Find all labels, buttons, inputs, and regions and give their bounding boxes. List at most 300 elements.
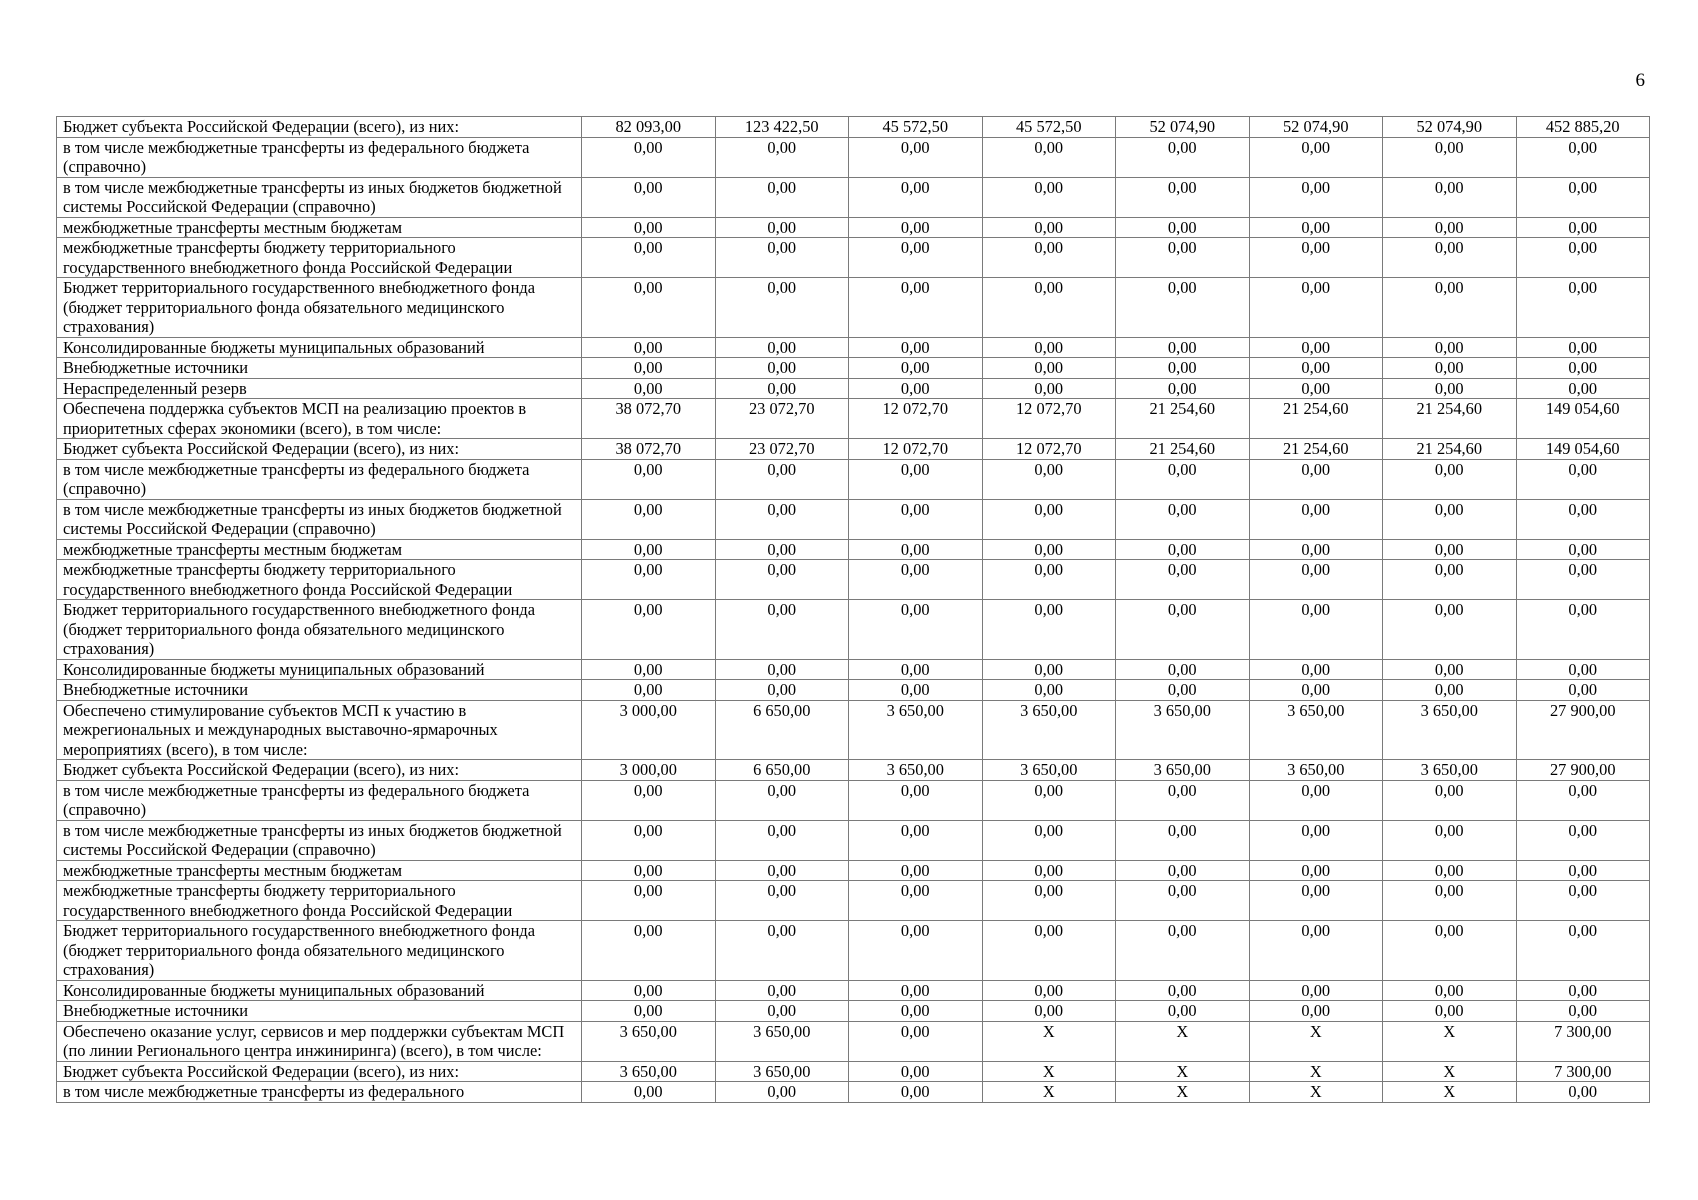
value-cell: 0,00 [1116, 560, 1250, 600]
value-cell: 0,00 [982, 459, 1116, 499]
value-cell: 0,00 [582, 820, 716, 860]
value-cell: 0,00 [582, 881, 716, 921]
value-cell: 0,00 [849, 177, 983, 217]
value-cell: 21 254,60 [1383, 399, 1517, 439]
value-cell: 0,00 [1249, 137, 1383, 177]
row-label: в том числе межбюджетные трансферты из иных бюджетов бюджетной системы Российской Федерации (справочно) [57, 499, 582, 539]
row-label: Обеспечено стимулирование субъектов МСП к участию в межрегиональных и международных выставочно-ярмарочных мероприятиях (всего), в том числе: [57, 700, 582, 760]
value-cell: 0,00 [1383, 780, 1517, 820]
value-cell: 0,00 [1116, 921, 1250, 981]
value-cell: 0,00 [982, 278, 1116, 338]
value-cell: 0,00 [1516, 137, 1650, 177]
value-cell: 3 650,00 [1249, 760, 1383, 781]
value-cell: 0,00 [1116, 378, 1250, 399]
row-label: Консолидированные бюджеты муниципальных образований [57, 659, 582, 680]
row-label: Бюджет территориального государственного внебюджетного фонда (бюджет территориального фонда обязательного медицинского страхования) [57, 600, 582, 660]
value-cell: 0,00 [582, 539, 716, 560]
table-row [57, 539, 1650, 560]
value-cell: 0,00 [1249, 921, 1383, 981]
value-cell: 21 254,60 [1249, 439, 1383, 460]
value-cell: 0,00 [1116, 860, 1250, 881]
value-cell: 0,00 [1116, 659, 1250, 680]
value-cell: 0,00 [1383, 217, 1517, 238]
value-cell: X [982, 1082, 1116, 1103]
row-label: межбюджетные трансферты бюджету территориального государственного внебюджетного фонда Российской Федерации [57, 238, 582, 278]
value-cell: 0,00 [849, 1021, 983, 1061]
table-row [57, 117, 1650, 138]
value-cell: 0,00 [849, 459, 983, 499]
value-cell: 3 650,00 [982, 700, 1116, 760]
row-label: Бюджет территориального государственного внебюджетного фонда (бюджет территориального фонда обязательного медицинского страхования) [57, 921, 582, 981]
value-cell: 0,00 [1516, 499, 1650, 539]
row-label: Бюджет субъекта Российской Федерации (всего), из них: [57, 760, 582, 781]
value-cell: 0,00 [1116, 358, 1250, 379]
table-row [57, 659, 1650, 680]
value-cell: 0,00 [1516, 659, 1650, 680]
value-cell: 149 054,60 [1516, 399, 1650, 439]
value-cell: 0,00 [1249, 278, 1383, 338]
value-cell: 0,00 [1116, 499, 1250, 539]
value-cell: 0,00 [582, 860, 716, 881]
value-cell: 0,00 [1249, 1001, 1383, 1022]
row-label: Бюджет субъекта Российской Федерации (всего), из них: [57, 1061, 582, 1082]
value-cell: 0,00 [582, 1001, 716, 1022]
value-cell: 0,00 [849, 499, 983, 539]
value-cell: 0,00 [582, 1082, 716, 1103]
table-row [57, 600, 1650, 660]
row-label: межбюджетные трансферты бюджету территориального государственного внебюджетного фонда Российской Федерации [57, 881, 582, 921]
value-cell: 0,00 [849, 1061, 983, 1082]
row-label: Бюджет территориального государственного внебюджетного фонда (бюджет территориального фонда обязательного медицинского страхования) [57, 278, 582, 338]
value-cell: 0,00 [1116, 137, 1250, 177]
value-cell: 0,00 [849, 378, 983, 399]
value-cell: 12 072,70 [982, 439, 1116, 460]
value-cell: X [1249, 1061, 1383, 1082]
table-row [57, 680, 1650, 701]
value-cell: 0,00 [1249, 600, 1383, 660]
value-cell: 0,00 [1516, 539, 1650, 560]
value-cell: 0,00 [982, 921, 1116, 981]
value-cell: 0,00 [982, 137, 1116, 177]
value-cell: 0,00 [1249, 358, 1383, 379]
row-label: Бюджет субъекта Российской Федерации (всего), из них: [57, 439, 582, 460]
value-cell: 0,00 [849, 539, 983, 560]
row-label: в том числе межбюджетные трансферты из иных бюджетов бюджетной системы Российской Федерации (справочно) [57, 177, 582, 217]
table-row [57, 820, 1650, 860]
value-cell: 7 300,00 [1516, 1061, 1650, 1082]
value-cell: 0,00 [1116, 337, 1250, 358]
value-cell: 52 074,90 [1116, 117, 1250, 138]
value-cell: 0,00 [982, 659, 1116, 680]
value-cell: 0,00 [982, 780, 1116, 820]
value-cell: 0,00 [1249, 217, 1383, 238]
value-cell: 0,00 [1383, 921, 1517, 981]
table-row [57, 278, 1650, 338]
value-cell: 0,00 [1516, 921, 1650, 981]
value-cell: 0,00 [849, 600, 983, 660]
value-cell: 0,00 [982, 378, 1116, 399]
value-cell: 0,00 [849, 238, 983, 278]
value-cell: 0,00 [1383, 680, 1517, 701]
value-cell: 149 054,60 [1516, 439, 1650, 460]
value-cell: 0,00 [849, 1001, 983, 1022]
value-cell: 27 900,00 [1516, 700, 1650, 760]
row-label: Консолидированные бюджеты муниципальных образований [57, 337, 582, 358]
table-row [57, 1001, 1650, 1022]
row-label: в том числе межбюджетные трансферты из федерального бюджета (справочно) [57, 780, 582, 820]
value-cell: 0,00 [1249, 459, 1383, 499]
value-cell: 0,00 [1516, 820, 1650, 860]
value-cell: 0,00 [1116, 539, 1250, 560]
value-cell: 0,00 [849, 137, 983, 177]
value-cell: 0,00 [849, 659, 983, 680]
value-cell: 0,00 [1116, 680, 1250, 701]
value-cell: 52 074,90 [1383, 117, 1517, 138]
value-cell: 0,00 [715, 860, 849, 881]
value-cell: 0,00 [1516, 780, 1650, 820]
value-cell: 0,00 [715, 921, 849, 981]
value-cell: 45 572,50 [982, 117, 1116, 138]
value-cell: 0,00 [1249, 177, 1383, 217]
value-cell: 0,00 [1249, 780, 1383, 820]
value-cell: 3 000,00 [582, 700, 716, 760]
table-row [57, 560, 1650, 600]
value-cell: 0,00 [849, 278, 983, 338]
value-cell: 0,00 [982, 177, 1116, 217]
value-cell: 0,00 [715, 600, 849, 660]
value-cell: 0,00 [715, 337, 849, 358]
value-cell: 0,00 [715, 499, 849, 539]
value-cell: 0,00 [1383, 459, 1517, 499]
value-cell: 452 885,20 [1516, 117, 1650, 138]
row-label: Нераспределенный резерв [57, 378, 582, 399]
value-cell: X [1383, 1061, 1517, 1082]
value-cell: 0,00 [1516, 1001, 1650, 1022]
value-cell: 0,00 [982, 337, 1116, 358]
table-row [57, 238, 1650, 278]
value-cell: 0,00 [1383, 337, 1517, 358]
value-cell: 0,00 [1116, 459, 1250, 499]
row-label: межбюджетные трансферты местным бюджетам [57, 860, 582, 881]
value-cell: 0,00 [715, 238, 849, 278]
row-label: Консолидированные бюджеты муниципальных образований [57, 980, 582, 1001]
value-cell: 3 650,00 [849, 700, 983, 760]
value-cell: 3 000,00 [582, 760, 716, 781]
value-cell: 0,00 [982, 539, 1116, 560]
value-cell: 0,00 [715, 459, 849, 499]
table-row [57, 337, 1650, 358]
value-cell: 0,00 [1383, 1001, 1517, 1022]
table-row [57, 760, 1650, 781]
row-label: в том числе межбюджетные трансферты из федерального бюджета (справочно) [57, 137, 582, 177]
value-cell: 0,00 [1249, 980, 1383, 1001]
table-row [57, 358, 1650, 379]
value-cell: 3 650,00 [582, 1021, 716, 1061]
value-cell: 0,00 [1516, 560, 1650, 600]
value-cell: 0,00 [1249, 499, 1383, 539]
value-cell: 0,00 [1249, 860, 1383, 881]
value-cell: 21 254,60 [1116, 399, 1250, 439]
value-cell: 0,00 [1116, 820, 1250, 860]
value-cell: 21 254,60 [1116, 439, 1250, 460]
value-cell: X [1116, 1021, 1250, 1061]
value-cell: 0,00 [715, 881, 849, 921]
value-cell: 0,00 [982, 358, 1116, 379]
value-cell: 6 650,00 [715, 700, 849, 760]
value-cell: 0,00 [849, 921, 983, 981]
table-row [57, 1082, 1650, 1103]
row-label: в том числе межбюджетные трансферты из федерального бюджета (справочно) [57, 459, 582, 499]
value-cell: 0,00 [582, 980, 716, 1001]
value-cell: 0,00 [582, 358, 716, 379]
value-cell: 0,00 [1383, 860, 1517, 881]
value-cell: 0,00 [1249, 820, 1383, 860]
value-cell: 0,00 [982, 980, 1116, 1001]
value-cell: 0,00 [1516, 278, 1650, 338]
value-cell: 0,00 [715, 278, 849, 338]
row-label: Внебюджетные источники [57, 358, 582, 379]
value-cell: 82 093,00 [582, 117, 716, 138]
value-cell: 12 072,70 [849, 399, 983, 439]
value-cell: X [1116, 1082, 1250, 1103]
value-cell: 0,00 [1116, 238, 1250, 278]
value-cell: 0,00 [1383, 137, 1517, 177]
value-cell: 0,00 [1516, 358, 1650, 379]
value-cell: 0,00 [582, 459, 716, 499]
page-number: 6 [1635, 70, 1645, 91]
value-cell: 0,00 [582, 137, 716, 177]
value-cell: 0,00 [582, 560, 716, 600]
value-cell: 0,00 [1249, 680, 1383, 701]
value-cell: 0,00 [1516, 217, 1650, 238]
value-cell: X [982, 1061, 1116, 1082]
value-cell: 0,00 [1383, 820, 1517, 860]
value-cell: 0,00 [1383, 278, 1517, 338]
value-cell: 0,00 [849, 860, 983, 881]
value-cell: 21 254,60 [1383, 439, 1517, 460]
table-row [57, 177, 1650, 217]
value-cell: 0,00 [715, 680, 849, 701]
value-cell: 0,00 [1383, 539, 1517, 560]
value-cell: 0,00 [849, 780, 983, 820]
table-row [57, 1021, 1650, 1061]
value-cell: 0,00 [582, 921, 716, 981]
value-cell: 0,00 [1516, 177, 1650, 217]
table-row [57, 439, 1650, 460]
budget-table [56, 116, 1650, 1103]
value-cell: 0,00 [582, 238, 716, 278]
value-cell: 0,00 [582, 177, 716, 217]
value-cell: 0,00 [982, 560, 1116, 600]
value-cell: 0,00 [1383, 378, 1517, 399]
value-cell: 0,00 [715, 980, 849, 1001]
value-cell: 0,00 [1116, 780, 1250, 820]
table-row [57, 1061, 1650, 1082]
value-cell: 0,00 [849, 820, 983, 860]
table-row [57, 780, 1650, 820]
table-row [57, 700, 1650, 760]
value-cell: 3 650,00 [715, 1061, 849, 1082]
value-cell: 0,00 [1249, 881, 1383, 921]
value-cell: 0,00 [849, 358, 983, 379]
value-cell: 0,00 [1249, 560, 1383, 600]
row-label: в том числе межбюджетные трансферты из иных бюджетов бюджетной системы Российской Федерации (справочно) [57, 820, 582, 860]
value-cell: 0,00 [982, 1001, 1116, 1022]
value-cell: 0,00 [715, 137, 849, 177]
value-cell: 0,00 [1116, 217, 1250, 238]
value-cell: 0,00 [1116, 1001, 1250, 1022]
value-cell: 12 072,70 [982, 399, 1116, 439]
value-cell: 0,00 [582, 337, 716, 358]
value-cell: X [1249, 1021, 1383, 1061]
table-row [57, 499, 1650, 539]
table-row [57, 881, 1650, 921]
value-cell: 0,00 [982, 499, 1116, 539]
value-cell: 0,00 [715, 1082, 849, 1103]
value-cell: 0,00 [982, 820, 1116, 860]
value-cell: 0,00 [1116, 980, 1250, 1001]
value-cell: X [982, 1021, 1116, 1061]
value-cell: 0,00 [1249, 659, 1383, 680]
value-cell: 3 650,00 [849, 760, 983, 781]
value-cell: 0,00 [982, 600, 1116, 660]
value-cell: 3 650,00 [982, 760, 1116, 781]
value-cell: 38 072,70 [582, 399, 716, 439]
row-label: Внебюджетные источники [57, 680, 582, 701]
value-cell: 0,00 [1516, 881, 1650, 921]
row-label: Обеспечено оказание услуг, сервисов и мер поддержки субъектам МСП (по линии Регионального центра инжиниринга) (всего), в том числе: [57, 1021, 582, 1061]
value-cell: 52 074,90 [1249, 117, 1383, 138]
value-cell: 0,00 [582, 499, 716, 539]
table-row [57, 217, 1650, 238]
row-label: в том числе межбюджетные трансферты из федерального [57, 1082, 582, 1103]
value-cell: X [1116, 1061, 1250, 1082]
table-row [57, 921, 1650, 981]
value-cell: 0,00 [1516, 1082, 1650, 1103]
value-cell: 0,00 [982, 238, 1116, 278]
value-cell: 0,00 [1116, 600, 1250, 660]
table-row [57, 459, 1650, 499]
value-cell: 3 650,00 [715, 1021, 849, 1061]
value-cell: 0,00 [1516, 378, 1650, 399]
value-cell: 27 900,00 [1516, 760, 1650, 781]
value-cell: 7 300,00 [1516, 1021, 1650, 1061]
value-cell: 0,00 [582, 659, 716, 680]
value-cell: 0,00 [1383, 980, 1517, 1001]
row-label: Обеспечена поддержка субъектов МСП на реализацию проектов в приоритетных сферах экономики (всего), в том числе: [57, 399, 582, 439]
value-cell: 0,00 [715, 378, 849, 399]
row-label: межбюджетные трансферты местным бюджетам [57, 539, 582, 560]
value-cell: 45 572,50 [849, 117, 983, 138]
table-row [57, 137, 1650, 177]
value-cell: X [1249, 1082, 1383, 1103]
value-cell: 0,00 [1383, 600, 1517, 660]
value-cell: 0,00 [1383, 238, 1517, 278]
value-cell: 0,00 [849, 560, 983, 600]
value-cell: 0,00 [1516, 980, 1650, 1001]
value-cell: 3 650,00 [1249, 700, 1383, 760]
value-cell: 0,00 [715, 820, 849, 860]
value-cell: 3 650,00 [1383, 760, 1517, 781]
value-cell: 0,00 [982, 680, 1116, 701]
value-cell: 3 650,00 [1383, 700, 1517, 760]
value-cell: 0,00 [1516, 337, 1650, 358]
value-cell: 21 254,60 [1249, 399, 1383, 439]
value-cell: 0,00 [582, 600, 716, 660]
value-cell: 23 072,70 [715, 439, 849, 460]
value-cell: 0,00 [582, 217, 716, 238]
value-cell: 0,00 [582, 680, 716, 701]
value-cell: 0,00 [1249, 238, 1383, 278]
value-cell: 6 650,00 [715, 760, 849, 781]
value-cell: 0,00 [1116, 177, 1250, 217]
value-cell: 0,00 [849, 980, 983, 1001]
value-cell: 0,00 [1516, 238, 1650, 278]
value-cell: 12 072,70 [849, 439, 983, 460]
value-cell: 0,00 [715, 217, 849, 238]
value-cell: 0,00 [982, 860, 1116, 881]
value-cell: 0,00 [1383, 560, 1517, 600]
value-cell: X [1383, 1021, 1517, 1061]
value-cell: 3 650,00 [1116, 760, 1250, 781]
value-cell: 0,00 [1383, 659, 1517, 680]
value-cell: 0,00 [1249, 337, 1383, 358]
value-cell: 0,00 [849, 337, 983, 358]
value-cell: 3 650,00 [582, 1061, 716, 1082]
table-row [57, 860, 1650, 881]
value-cell: 0,00 [1383, 358, 1517, 379]
table-row [57, 378, 1650, 399]
value-cell: 0,00 [715, 539, 849, 560]
value-cell: 0,00 [1249, 539, 1383, 560]
value-cell: 0,00 [715, 358, 849, 379]
row-label: Бюджет субъекта Российской Федерации (всего), из них: [57, 117, 582, 138]
value-cell: 0,00 [982, 881, 1116, 921]
row-label: межбюджетные трансферты местным бюджетам [57, 217, 582, 238]
value-cell: 38 072,70 [582, 439, 716, 460]
table-row [57, 980, 1650, 1001]
value-cell: 0,00 [1516, 459, 1650, 499]
value-cell: 0,00 [1116, 278, 1250, 338]
value-cell: 0,00 [849, 1082, 983, 1103]
value-cell: 123 422,50 [715, 117, 849, 138]
value-cell: 0,00 [1516, 600, 1650, 660]
value-cell: 0,00 [982, 217, 1116, 238]
value-cell: X [1383, 1082, 1517, 1103]
value-cell: 0,00 [1516, 860, 1650, 881]
value-cell: 0,00 [582, 278, 716, 338]
value-cell: 0,00 [1383, 177, 1517, 217]
value-cell: 0,00 [849, 217, 983, 238]
row-label: Внебюджетные источники [57, 1001, 582, 1022]
value-cell: 0,00 [582, 378, 716, 399]
value-cell: 0,00 [1383, 881, 1517, 921]
value-cell: 23 072,70 [715, 399, 849, 439]
value-cell: 0,00 [715, 659, 849, 680]
table-row [57, 399, 1650, 439]
value-cell: 0,00 [715, 780, 849, 820]
value-cell: 0,00 [582, 780, 716, 820]
value-cell: 0,00 [715, 1001, 849, 1022]
budget-table-body [57, 117, 1650, 1103]
value-cell: 0,00 [1249, 378, 1383, 399]
value-cell: 3 650,00 [1116, 700, 1250, 760]
value-cell: 0,00 [849, 680, 983, 701]
value-cell: 0,00 [715, 177, 849, 217]
value-cell: 0,00 [1516, 680, 1650, 701]
value-cell: 0,00 [715, 560, 849, 600]
value-cell: 0,00 [1116, 881, 1250, 921]
